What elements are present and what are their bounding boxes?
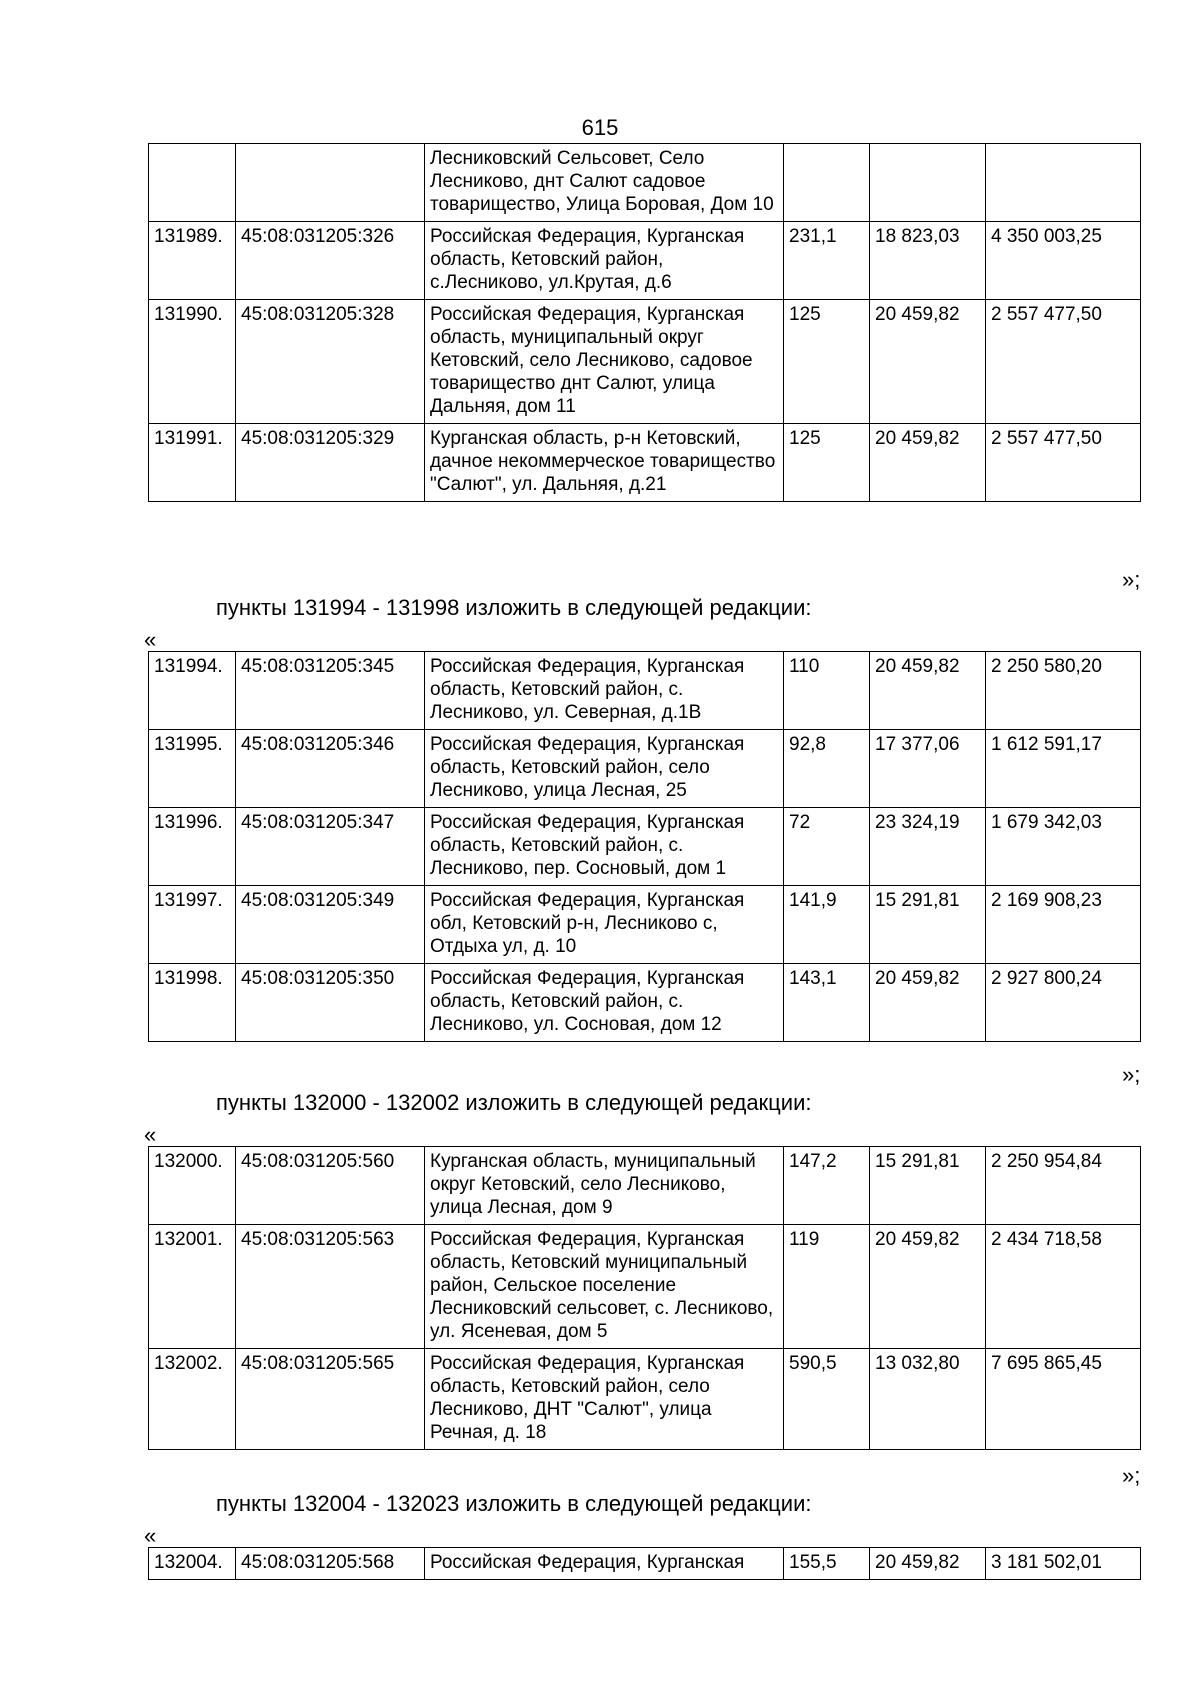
cadastral-value-cell: 2 169 908,23 (986, 886, 1141, 964)
closing-quote: »; (1122, 567, 1141, 592)
cadastral-number-cell: 45:08:031205:345 (236, 652, 425, 730)
address-cell: Российская Федерация, Курганская область, Кетовский район, с.Лесниково, ул.Крутая, д.6 (425, 222, 784, 300)
cadastral-value-cell: 1 679 342,03 (986, 808, 1141, 886)
table-body (149, 144, 1141, 502)
cadastral-value-cell: 7 695 865,45 (986, 1349, 1141, 1450)
area-cell: 92,8 (784, 730, 870, 808)
address-cell: Российская Федерация, Курганская область, Кетовский муниципальный район, Сельское поселение Лесниковский сельсовет, с. Лесниково, ул. Ясеневая, дом 5 (425, 1225, 784, 1349)
table-row (149, 730, 1141, 808)
area-cell: 155,5 (784, 1548, 870, 1580)
opening-quote: « (144, 627, 157, 652)
address-cell: Курганская область, муниципальный округ Кетовский, село Лесниково, улица Лесная, дом 9 (425, 1147, 784, 1225)
cadastral-number-cell: 45:08:031205:328 (236, 300, 425, 424)
cadastral-number-cell: 45:08:031205:565 (236, 1349, 425, 1450)
unit-price-cell: 18 823,03 (870, 222, 986, 300)
table-body (149, 1548, 1141, 1580)
table-body (149, 1147, 1141, 1450)
address-cell: Российская Федерация, Курганская область, Кетовский район, с. Лесниково, ул. Сосновая, дом 12 (425, 964, 784, 1042)
area-cell: 141,9 (784, 886, 870, 964)
area-cell (784, 144, 870, 222)
cadastral-value-cell: 2 927 800,24 (986, 964, 1141, 1042)
unit-price-cell: 20 459,82 (870, 652, 986, 730)
cadastral-number-cell: 45:08:031205:329 (236, 424, 425, 502)
amendment-instruction: пункты 132000 - 132002 изложить в следующей редакции: (216, 1090, 812, 1115)
address-cell: Российская Федерация, Курганская обл, Кетовский р-н, Лесниково с, Отдыха ул, д. 10 (425, 886, 784, 964)
item-number-cell: 131990. (149, 300, 236, 424)
closing-quote: »; (1122, 1463, 1141, 1488)
item-number-cell: 131995. (149, 730, 236, 808)
unit-price-cell: 15 291,81 (870, 886, 986, 964)
cadastral-number-cell (236, 144, 425, 222)
item-number-cell: 131997. (149, 886, 236, 964)
closing-quote: »; (1122, 1062, 1141, 1087)
address-cell: Российская Федерация, Курганская область, Кетовский район, с. Лесниково, пер. Сосновый, дом 1 (425, 808, 784, 886)
opening-quote: « (144, 1523, 157, 1548)
unit-price-cell: 20 459,82 (870, 1225, 986, 1349)
area-cell: 125 (784, 300, 870, 424)
address-cell: Российская Федерация, Курганская область, Кетовский район, село Лесниково, улица Лесная, 25 (425, 730, 784, 808)
table-row (149, 1349, 1141, 1450)
registry-table-2 (148, 651, 1141, 1042)
unit-price-cell: 20 459,82 (870, 424, 986, 502)
unit-price-cell: 20 459,82 (870, 1548, 986, 1580)
item-number-cell: 131998. (149, 964, 236, 1042)
area-cell: 119 (784, 1225, 870, 1349)
item-number-cell: 131994. (149, 652, 236, 730)
cadastral-number-cell: 45:08:031205:560 (236, 1147, 425, 1225)
area-cell: 147,2 (784, 1147, 870, 1225)
unit-price-cell (870, 144, 986, 222)
address-cell: Российская Федерация, Курганская (425, 1548, 784, 1580)
table-row (149, 222, 1141, 300)
table-row (149, 1147, 1141, 1225)
table-row (149, 886, 1141, 964)
address-cell: Российская Федерация, Курганская область, муниципальный округ Кетовский, село Лесниково, садовое товарищество днт Салют, улица Дальняя, дом 11 (425, 300, 784, 424)
area-cell: 143,1 (784, 964, 870, 1042)
address-cell: Российская Федерация, Курганская область, Кетовский район, с. Лесниково, ул. Северная, д.1В (425, 652, 784, 730)
cadastral-value-cell: 1 612 591,17 (986, 730, 1141, 808)
item-number-cell: 132002. (149, 1349, 236, 1450)
item-number-cell (149, 144, 236, 222)
item-number-cell: 132004. (149, 1548, 236, 1580)
area-cell: 110 (784, 652, 870, 730)
unit-price-cell: 20 459,82 (870, 964, 986, 1042)
page-number: 615 (581, 115, 619, 140)
unit-price-cell: 23 324,19 (870, 808, 986, 886)
table-row (149, 300, 1141, 424)
address-cell: Курганская область, р-н Кетовский, дачное некоммерческое товарищество "Салют", ул. Дальняя, д.21 (425, 424, 784, 502)
area-cell: 231,1 (784, 222, 870, 300)
unit-price-cell: 13 032,80 (870, 1349, 986, 1450)
cadastral-value-cell (986, 144, 1141, 222)
amendment-instruction: пункты 131994 - 131998 изложить в следующей редакции: (216, 595, 812, 620)
table-body (149, 652, 1141, 1042)
unit-price-cell: 20 459,82 (870, 300, 986, 424)
cadastral-value-cell: 4 350 003,25 (986, 222, 1141, 300)
cadastral-value-cell: 2 250 580,20 (986, 652, 1141, 730)
cadastral-value-cell: 2 250 954,84 (986, 1147, 1141, 1225)
item-number-cell: 131991. (149, 424, 236, 502)
cadastral-number-cell: 45:08:031205:347 (236, 808, 425, 886)
cadastral-value-cell: 3 181 502,01 (986, 1548, 1141, 1580)
table-row (149, 964, 1141, 1042)
amendment-instruction: пункты 132004 - 132023 изложить в следующей редакции: (216, 1491, 812, 1516)
table-row (149, 652, 1141, 730)
area-cell: 72 (784, 808, 870, 886)
unit-price-cell: 17 377,06 (870, 730, 986, 808)
table-row (149, 144, 1141, 222)
registry-table-3 (148, 1146, 1141, 1450)
item-number-cell: 132001. (149, 1225, 236, 1349)
item-number-cell: 132000. (149, 1147, 236, 1225)
registry-table-1 (148, 143, 1141, 502)
address-cell: Российская Федерация, Курганская область, Кетовский район, село Лесниково, ДНТ "Салют", улица Речная, д. 18 (425, 1349, 784, 1450)
opening-quote: « (144, 1122, 157, 1147)
cadastral-number-cell: 45:08:031205:563 (236, 1225, 425, 1349)
table-row (149, 424, 1141, 502)
cadastral-number-cell: 45:08:031205:346 (236, 730, 425, 808)
item-number-cell: 131989. (149, 222, 236, 300)
area-cell: 125 (784, 424, 870, 502)
address-cell: Лесниковский Сельсовет, Село Лесниково, днт Салют садовое товарищество, Улица Боровая, Дом 10 (425, 144, 784, 222)
cadastral-number-cell: 45:08:031205:349 (236, 886, 425, 964)
table-row (149, 1548, 1141, 1580)
cadastral-number-cell: 45:08:031205:326 (236, 222, 425, 300)
registry-table-4 (148, 1547, 1141, 1580)
cadastral-number-cell: 45:08:031205:568 (236, 1548, 425, 1580)
table-row (149, 1225, 1141, 1349)
cadastral-value-cell: 2 434 718,58 (986, 1225, 1141, 1349)
table-row (149, 808, 1141, 886)
item-number-cell: 131996. (149, 808, 236, 886)
cadastral-number-cell: 45:08:031205:350 (236, 964, 425, 1042)
unit-price-cell: 15 291,81 (870, 1147, 986, 1225)
cadastral-value-cell: 2 557 477,50 (986, 424, 1141, 502)
area-cell: 590,5 (784, 1349, 870, 1450)
cadastral-value-cell: 2 557 477,50 (986, 300, 1141, 424)
